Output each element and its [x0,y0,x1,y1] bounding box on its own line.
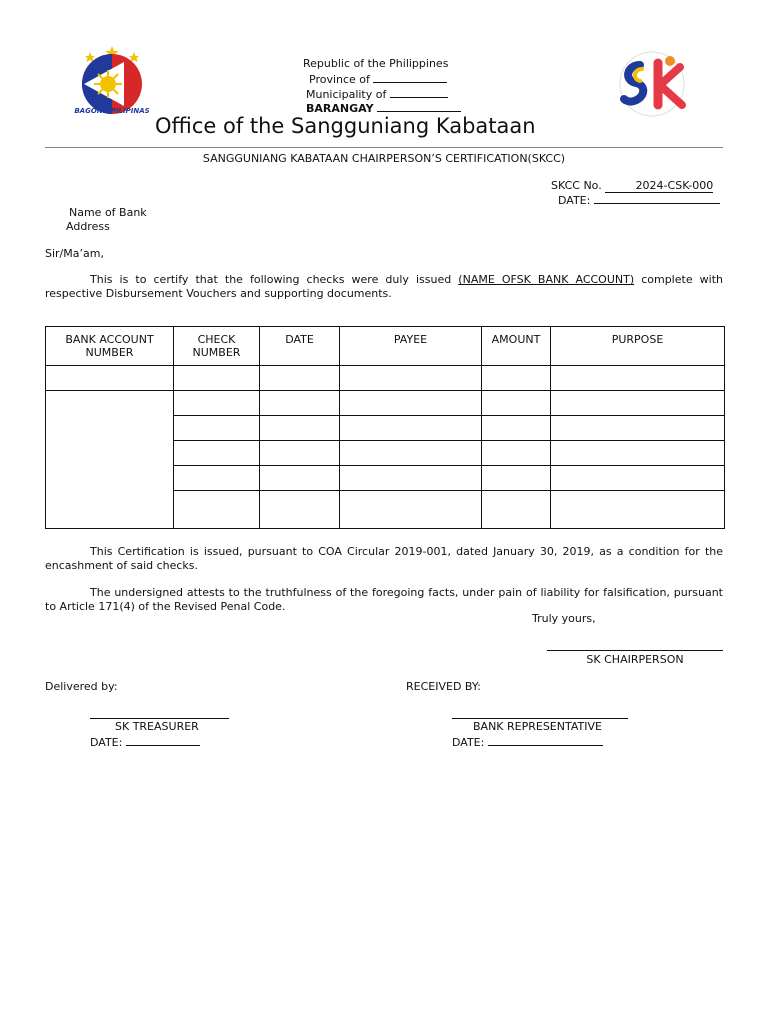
bank-account-placeholder: (NAME OFSK BANK ACCOUNT) [458,273,635,286]
skcc-date-line [558,192,720,207]
table-cell [260,366,340,391]
province-blank [373,71,447,83]
bank-rep-date-blank [488,734,603,746]
table-cell [482,366,551,391]
delivered-by-label: Delivered by: [45,680,118,693]
municipality-blank [390,86,448,98]
treasurer-date-line [90,734,200,749]
table-cell [551,466,725,491]
table-cell [551,391,725,416]
treasurer-date-blank [126,734,200,746]
sk-logo [612,51,692,117]
skcc-date-blank [594,192,720,204]
table-cell [551,441,725,466]
table-cell [340,416,482,441]
table-cell [340,466,482,491]
intro-text-start: This is to certify that the following checks were duly issued [90,273,459,286]
intro-paragraph [45,273,723,301]
left-logo-text: BAGONG PILIPINAS [74,107,150,115]
table-cell [482,391,551,416]
table-cell [482,441,551,466]
table-cell [551,416,725,441]
table-cell [340,441,482,466]
salutation: Sir/Ma’am, [45,247,104,260]
col-purpose: PURPOSE [551,327,725,366]
province-label: Province of [309,73,370,86]
table-cell [260,391,340,416]
skcc-no-line [551,179,713,193]
table-cell [46,366,174,391]
col-date: DATE [260,327,340,366]
skcc-date-label: DATE: [558,194,591,207]
skcc-no-value [605,179,713,193]
received-by-label: RECEIVED BY: [406,680,481,693]
table-cell [551,366,725,391]
republic-line: Republic of the Philippines [303,57,449,70]
bank-rep-title: BANK REPRESENTATIVE [473,720,602,733]
office-title: Office of the Sangguniang Kabataan [155,114,536,138]
province-line [309,71,447,86]
table-cell [260,466,340,491]
table-row [46,391,725,416]
barangay-label: BARANGAY [306,102,374,115]
table-cell [174,391,260,416]
table-cell [260,416,340,441]
intro-text-end: complete with respective Disbursement Vouchers and supporting documents. [45,273,723,300]
table-cell [482,466,551,491]
table-cell [482,491,551,529]
col-amount: AMOUNT [482,327,551,366]
table-cell [260,441,340,466]
table-header-row [46,327,725,366]
bank-rep-date-line [452,734,603,749]
table-cell [174,441,260,466]
barangay-blank [377,100,461,112]
chairperson-signature-line [547,650,723,651]
col-bank-account-number: BANK ACCOUNT NUMBER [46,327,174,366]
table-cell [174,416,260,441]
table-cell [340,366,482,391]
attestation-paragraph: The undersigned attests to the truthfulness of the foregoing facts, under pain of liability for falsification, pursuant to Article 171(4) of the Revised Penal Code. [45,586,723,613]
bank-rep-signature-line [452,718,628,719]
table-cell-merged [46,391,174,529]
chairperson-title: SK CHAIRPERSON [586,653,684,666]
checks-table [45,326,725,529]
col-check-number: CHECK NUMBER [174,327,260,366]
bank-rep-date-label: DATE: [452,736,485,749]
municipality-line [306,86,448,101]
form-title: SANGGUNIANG KABATAAN CHAIRPERSON’S CERTIFICATION(SKCC) [202,152,566,165]
table-cell [174,366,260,391]
table-cell [174,466,260,491]
skcc-no-value-text: 2024-CSK-000 [635,179,714,192]
table-cell [260,491,340,529]
skcc-no-label: SKCC No. [551,179,602,192]
barangay-line [306,100,461,115]
col-payee: PAYEE [340,327,482,366]
municipality-label: Municipality of [306,88,387,101]
treasurer-signature-line [90,718,229,719]
table-cell [482,416,551,441]
coa-paragraph: This Certification is issued, pursuant to COA Circular 2019-001, dated January 30, 2019, as a condition for the encashment of said checks. [45,545,723,572]
treasurer-date-label: DATE: [90,736,123,749]
treasurer-title: SK TREASURER [115,720,199,733]
table-cell [174,491,260,529]
header-divider [45,147,723,148]
bank-address: Address [66,220,110,233]
bank-name: Name of Bank [69,206,147,219]
table-cell [340,491,482,529]
table-row [46,366,725,391]
table-cell [340,391,482,416]
table-cell [551,491,725,529]
closing: Truly yours, [532,612,596,625]
